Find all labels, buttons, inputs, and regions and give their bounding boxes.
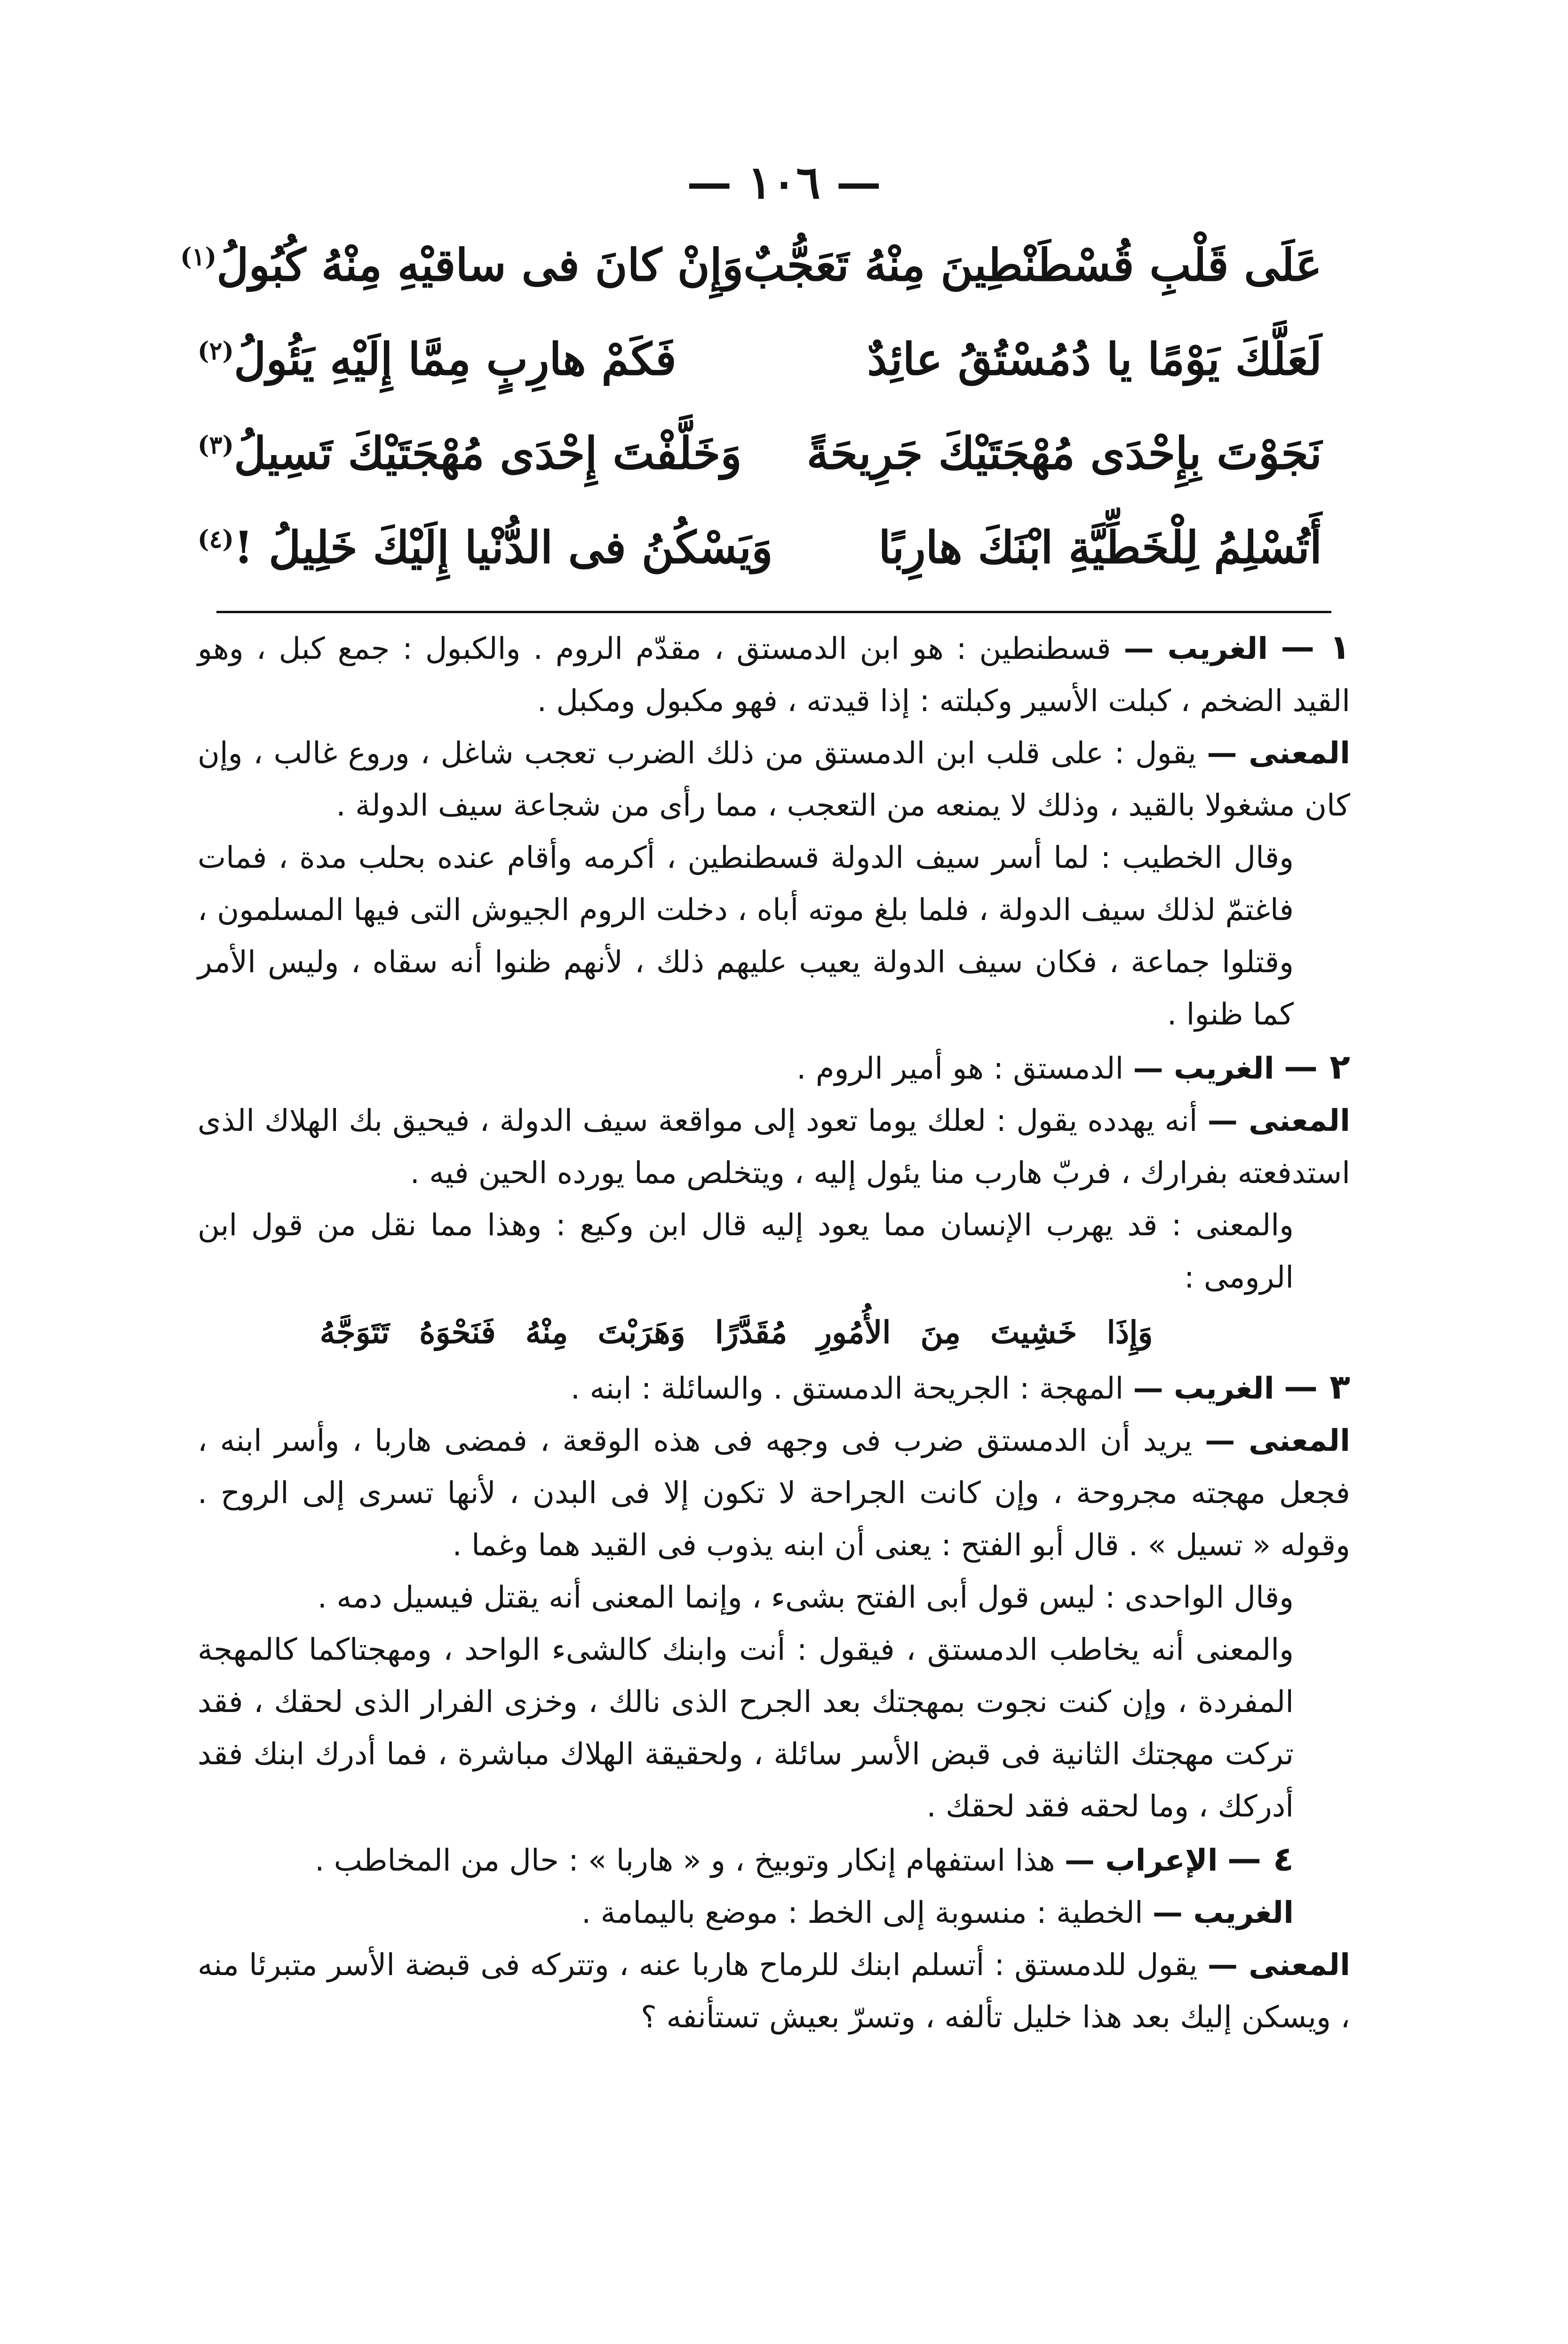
note-number: ١ — (1281, 627, 1351, 667)
verse-3-footnote-marker: (٣) (198, 431, 234, 460)
verse-1-second-text: وَإِنْ كانَ فى ساقيْهِ مِنْهُ كُبُولُ (216, 240, 744, 292)
note-label: الغريب — (1123, 632, 1268, 666)
note-label: المعنى — (1205, 1424, 1351, 1458)
verse-4 (198, 513, 1322, 584)
verse-4-footnote-marker: (٤) (198, 525, 234, 554)
note-label: المعنى — (1207, 736, 1351, 771)
note-label: الغريب — (1133, 1371, 1274, 1406)
note-number: ٣ — (1283, 1367, 1350, 1407)
note-text: قسطنطين : هو ابن الدمستق ، مقدّم الروم . والكبول : جمع كبل ، وهو القيد الضخم ، كبلت الأسير وكبلته : إذا قيدته ، فهو مكبول ومكبل . (198, 632, 1350, 719)
verse-2 (198, 325, 1322, 395)
page-number: — ١٠٦ — (686, 156, 882, 209)
verse-3-second-hemistich (198, 423, 742, 485)
verse-4-second-hemistich (198, 517, 773, 579)
note-2-ibn-wakee (198, 1200, 1350, 1304)
note-3-wahidi (198, 1572, 1350, 1624)
verse-2-first-hemistich: لَعَلَّكَ يَوْمًا يا دُمُسْتُقُ عائِدٌ (867, 334, 1322, 386)
note-2-gloss (198, 1041, 1350, 1095)
note-1-meaning (198, 728, 1350, 832)
verse-4-first-hemistich: أَتُسْلِمُ لِلْخَطِّيَّةِ ابْنَكَ هارِبًا (878, 522, 1322, 574)
note-label: المعنى — (1207, 1104, 1350, 1138)
note-3-gloss (198, 1361, 1350, 1415)
note-4-gloss (198, 1887, 1350, 1939)
note-text: والمعنى أنه يخاطب الدمستق ، فيقول : أنت وابنك كالشىء الواحد ، ومهجتاكما كالمهجة المفردة ، وإن كنت نجوت بمهجتك بعد الجرح الذى نالك ، وخزى الفرار الذى لحقك ، فقد تركت مهجتك الثانية فى قبض الأسر سائلة ، ولحقيقة الهلاك مباشرة ، فما أدرك ابنك فقد أدركك ، وما لحقه فقد لحقك . (198, 1632, 1294, 1824)
note-4-meaning (198, 1939, 1350, 2044)
note-text: هذا استفهام إنكار وتوبيخ ، و « هاربا » : حال من المخاطب . (315, 1843, 1055, 1878)
verse-1-first-hemistich: عَلَى قَلْبِ قُسْطَنْطِينَ مِنْهُ تَعَجُّبٌ (743, 240, 1322, 292)
verse-1-footnote-marker: (١) (180, 242, 217, 272)
note-text: المهجة : الجريحة الدمستق . والسائلة : ابنه . (570, 1371, 1124, 1406)
note-3-meaning-2 (198, 1624, 1350, 1833)
verse-3 (198, 419, 1322, 489)
note-text: أنه يهدده يقول : لعلك يوما تعود إلى مواقعة سيف الدولة ، فيحيق بك الهلاك الذى استدفعته بفرارك ، فربّ هارب منا يئول إليه ، ويتخلص مما يورده الحين فيه . (198, 1104, 1350, 1191)
note-label: الإعراب — (1064, 1843, 1218, 1878)
verse-1-second-hemistich (180, 235, 743, 297)
note-3-meaning (198, 1415, 1350, 1572)
footnote-divider (216, 611, 1331, 613)
note-2-meaning (198, 1095, 1350, 1200)
verse-2-footnote-marker: (٢) (198, 336, 234, 366)
commentary (198, 621, 1350, 2259)
note-1-khatib (198, 832, 1350, 1041)
note-text: يقول للدمستق : أتسلم ابنك للرماح هاربا عنه ، وتتركه فى قبضة الأسر متبرئا منه ، ويسكن إليك بعد هذا خليل تألفه ، وتسرّ بعيش تستأنفه ؟ (198, 1948, 1350, 2035)
note-4-grammar (198, 1833, 1350, 1887)
note-label: الغريب — (1133, 1051, 1274, 1086)
quoted-verse-ibn-rumi: وَإِذَا خَشِيتَ مِنَ الأُمُورِ مُقَدَّرًا وَهَرَبْتَ مِنْهُ فَنَحْوَهُ تَتَوَجَّهُ (319, 1314, 1153, 1351)
note-1-gloss (198, 621, 1350, 728)
note-text: الدمستق : هو أمير الروم . (796, 1051, 1124, 1086)
note-text: يريد أن الدمستق ضرب فى وجهه فى هذه الوقعة ، فمضى هاربا ، وأسر ابنه ، فجعل مهجته مجروحة ، وإن كانت الجراحة لا تكون إلا فى البدن ، لأنها تسرى إلى الروح . وقوله « تسيل » . قال أبو الفتح : يعنى أن ابنه يذوب فى القيد هما وغما . (198, 1424, 1350, 1563)
verse-2-second-hemistich (198, 329, 677, 391)
verse-2-second-text: فَكَمْ هارِبٍ مِمَّا إِلَيْهِ يَئُولُ (234, 334, 677, 386)
note-text: وقال الواحدى : ليس قول أبى الفتح بشىء ، وإنما المعنى أنه يقتل فيسيل دمه . (317, 1580, 1294, 1615)
note-label: الغريب — (1153, 1896, 1294, 1930)
note-text: والمعنى : قد يهرب الإنسان مما يعود إليه قال ابن وكيع : وهذا مما نقل من قول ابن الرومى : (198, 1208, 1294, 1295)
verse-3-second-text: وَخَلَّفْتَ إِحْدَى مُهْجَتَيْكَ تَسِيلُ (234, 428, 742, 480)
poem-verses (180, 231, 1322, 598)
note-text: وقال الخطيب : لما أسر سيف الدولة قسطنطين ، أكرمه وأقام عنده بحلب مدة ، فمات فاغتمّ لذلك سيف الدولة ، فلما بلغ موته أباه ، دخلت الروم الجيوش التى فيها المسلمون ، وقتلوا جماعة ، فكان سيف الدولة يعيب عليهم ذلك ، لأنهم ظنوا أنه سقاه ، وليس الأمر كما ظنوا . (198, 840, 1294, 1032)
note-number: ٢ — (1283, 1047, 1350, 1087)
verse-3-first-hemistich: نَجَوْتَ بِإِحْدَى مُهْجَتَيْكَ جَرِيحَةً (806, 428, 1322, 480)
note-label: المعنى — (1207, 1948, 1350, 1983)
note-text: يقول : على قلب ابن الدمستق من ذلك الضرب تعجب شاغل ، وروع غالب ، وإن كان مشغولا بالقيد ، وذلك لا يمنعه من التعجب ، مما رأى من شجاعة سيف الدولة . (198, 736, 1350, 823)
note-text: الخطية : منسوبة إلى الخط : موضع باليمامة . (581, 1896, 1143, 1930)
note-number: ٤ — (1227, 1839, 1294, 1879)
verse-1 (180, 231, 1322, 301)
verse-4-second-text: وَيَسْكُنُ فى الدُّنْيا إِلَيْكَ خَلِيلُ ! (234, 522, 773, 574)
